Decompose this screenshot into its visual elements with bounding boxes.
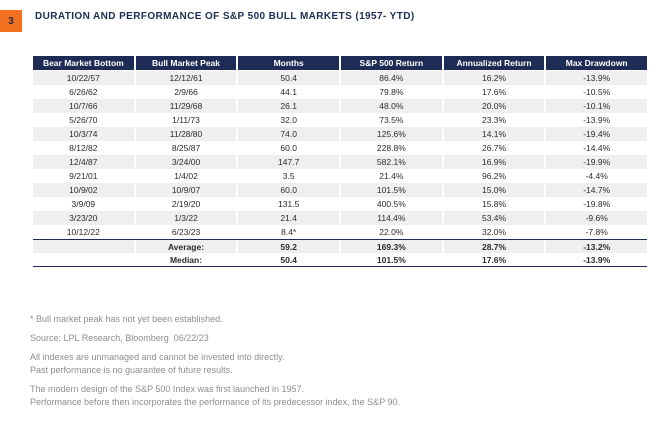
table-cell: 16.2% [444,71,547,85]
table-cell: 21.4 [238,211,341,225]
table-cell: 3.5 [238,169,341,183]
table-cell: -19.9% [546,155,647,169]
column-header: Months [238,56,341,71]
table-cell: 17.6% [444,85,547,99]
table-cell [33,240,136,253]
table-cell: 11/28/80 [136,127,239,141]
table-cell: 228.8% [341,141,444,155]
table-cell: 10/9/07 [136,183,239,197]
table-cell: 60.0 [238,183,341,197]
table-cell: 96.2% [444,169,547,183]
table-cell: 10/3/74 [33,127,136,141]
table-row [33,225,647,239]
table-cell: 44.1 [238,85,341,99]
footnote-disclaimer [30,351,630,377]
table-cell: 114.4% [341,211,444,225]
table-cell: 169.3% [341,240,444,253]
table-cell: 16.9% [444,155,547,169]
table-row [33,127,647,141]
table-cell: 1/11/73 [136,113,239,127]
table-cell: 8/25/87 [136,141,239,155]
table-cell: 59.2 [238,240,341,253]
table-cell: 101.5% [341,253,444,266]
table-cell: 101.5% [341,183,444,197]
table-cell: 1/3/22 [136,211,239,225]
table-cell: 15.0% [444,183,547,197]
average-row [33,239,647,253]
table-row [33,211,647,225]
table-row [33,113,647,127]
table-cell: Median: [136,253,239,266]
table-cell: 125.6% [341,127,444,141]
table-cell: 1/4/02 [136,169,239,183]
table-cell: -13.9% [546,253,647,266]
table-cell: 12/4/87 [33,155,136,169]
column-header: Annualized Return [444,56,547,71]
table-cell: 147.7 [238,155,341,169]
table-cell: -19.8% [546,197,647,211]
table-cell: 74.0 [238,127,341,141]
table-cell: 14.1% [444,127,547,141]
table-cell: -14.7% [546,183,647,197]
table-cell: 131.5 [238,197,341,211]
footnote-line: The modern design of the S&P 500 Index was first launched in 1957. [30,384,305,394]
table-cell: 12/12/61 [136,71,239,85]
table-cell: 8/12/82 [33,141,136,155]
table-cell: 32.0 [238,113,341,127]
table-cell: -4.4% [546,169,647,183]
table-cell: 10/9/02 [33,183,136,197]
table-cell: 60.0 [238,141,341,155]
table-cell: 20.0% [444,99,547,113]
median-row [33,253,647,267]
page-title: DURATION AND PERFORMANCE OF S&P 500 BULL MARKETS (1957- YTD) [35,11,415,22]
table-cell [33,253,136,266]
table-cell: 2/9/66 [136,85,239,99]
table-cell: -13.9% [546,71,647,85]
column-header: Max Drawdown [546,56,647,71]
table-cell: 17.6% [444,253,547,266]
table-row [33,169,647,183]
table-cell: 6/26/62 [33,85,136,99]
table-row [33,85,647,99]
table-cell: 8.4* [238,225,341,239]
table-cell: -10.1% [546,99,647,113]
column-header: Bear Market Bottom [33,56,136,71]
table-cell: 50.4 [238,71,341,85]
table-cell: 2/19/20 [136,197,239,211]
table-cell: 10/7/66 [33,99,136,113]
table-cell: 48.0% [341,99,444,113]
table-row [33,155,647,169]
table-row [33,99,647,113]
table-cell: 3/9/09 [33,197,136,211]
table-cell: -13.2% [546,240,647,253]
table-cell: 73.5% [341,113,444,127]
footnote-asterisk [30,313,630,326]
table-cell: Average: [136,240,239,253]
footnote-line: Source: LPL Research, Bloomberg 06/22/23 [30,333,209,343]
footnotes [30,313,630,415]
table-cell: 9/21/01 [33,169,136,183]
table-row [33,197,647,211]
table-row [33,71,647,85]
table-cell: 11/29/68 [136,99,239,113]
footnote-source [30,332,630,345]
column-header: S&P 500 Return [341,56,444,71]
table-cell: 28.7% [444,240,547,253]
table-cell: -14.4% [546,141,647,155]
table-cell: 32.0% [444,225,547,239]
table-row [33,141,647,155]
table-cell: 400.5% [341,197,444,211]
table-cell: 21.4% [341,169,444,183]
table-cell: 10/22/57 [33,71,136,85]
table-cell: -19.4% [546,127,647,141]
table-cell: 50.4 [238,253,341,266]
table-cell: 15.8% [444,197,547,211]
column-header: Bull Market Peak [136,56,239,71]
table-cell: 23.3% [444,113,547,127]
table-row [33,183,647,197]
footnote-line: Past performance is no guarantee of future results. [30,365,233,375]
table-cell: 6/23/23 [136,225,239,239]
table-cell: -13.9% [546,113,647,127]
table-cell: 5/26/70 [33,113,136,127]
footnote-line: * Bull market peak has not yet been established. [30,314,223,324]
table-header-row [33,56,647,71]
table-cell: 3/24/00 [136,155,239,169]
table-cell: 10/12/22 [33,225,136,239]
table-cell: 3/23/20 [33,211,136,225]
table-body [33,71,647,267]
table-cell: 79.8% [341,85,444,99]
page-number-badge: 3 [0,10,22,32]
table-cell: 26.7% [444,141,547,155]
table-cell: 22.0% [341,225,444,239]
table-cell: -10.5% [546,85,647,99]
table-cell: 26.1 [238,99,341,113]
table-cell: 53.4% [444,211,547,225]
footnote-line: All indexes are unmanaged and cannot be invested into directly. [30,352,285,362]
bull-markets-table [33,56,647,267]
table-cell: 86.4% [341,71,444,85]
table-cell: -7.8% [546,225,647,239]
footnote-line: Performance before then incorporates the performance of its predecessor index, the S&P 90. [30,397,401,407]
footnote-index-history [30,383,630,409]
table-cell: 582.1% [341,155,444,169]
table-cell: -9.6% [546,211,647,225]
